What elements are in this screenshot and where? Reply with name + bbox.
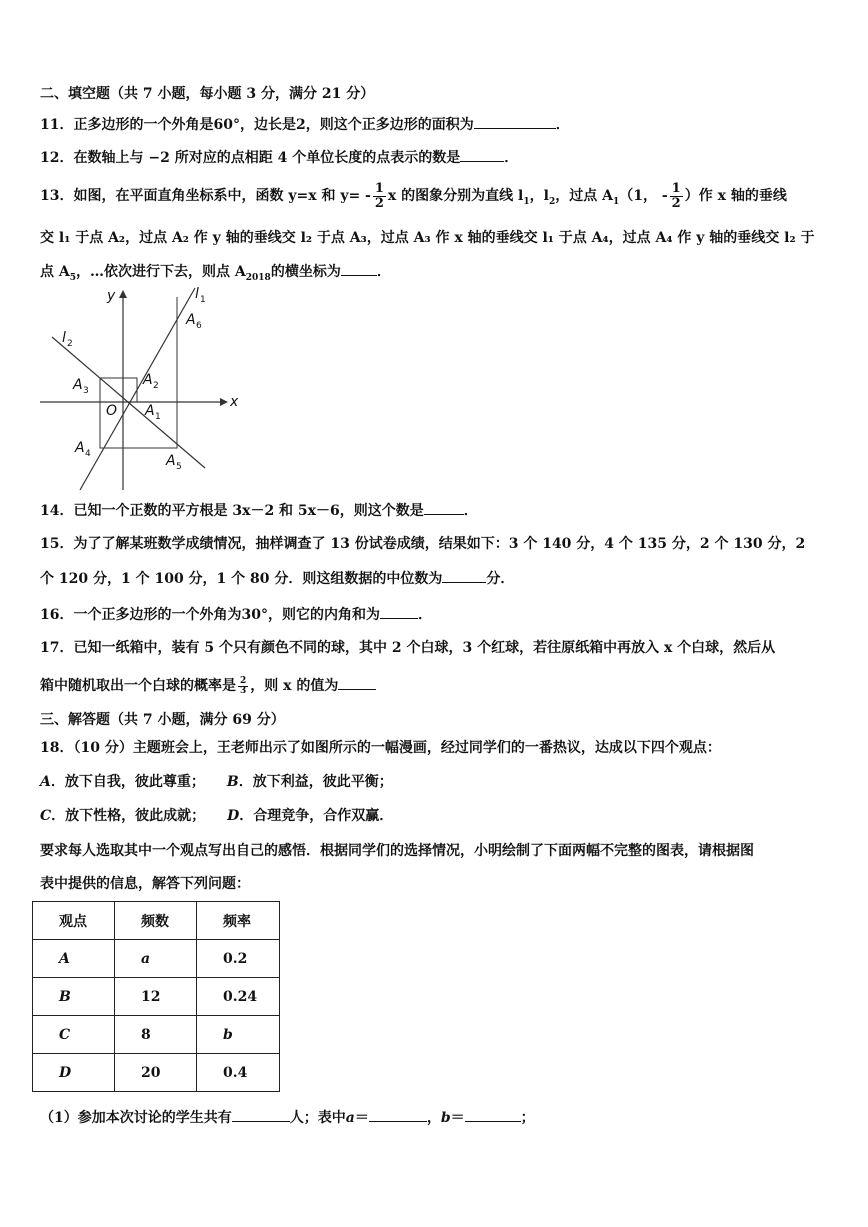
question-11-text: 11．正多边形的一个外角是60°，边长是2，则这个正多边形的面积为 [40, 117, 474, 133]
question-16 [40, 604, 838, 625]
subscript: 2018 [245, 272, 271, 283]
answer-blank-a[interactable] [369, 1107, 427, 1122]
answer-blank[interactable] [460, 147, 504, 162]
question-15-text: 个 120 分，1 个 100 分，1 个 80 分．则这组数据的中位数为 [40, 571, 443, 587]
sub-question-text: ＝ [450, 1110, 465, 1126]
table-row [33, 1054, 280, 1092]
question-13-text: x 的图象 [387, 188, 444, 204]
point-a2-sub: 2 [153, 381, 159, 391]
subscript: 1 [612, 196, 620, 207]
question-18-line-1: 18．（10 分）主题班会上，王老师出示了如图所示的一幅漫画，经过同学们的一番热议，达成以下四个观点： [40, 740, 721, 756]
frequency-table [32, 901, 280, 1092]
question-17-line-2 [40, 672, 838, 700]
variable-b: b [440, 1110, 451, 1126]
question-13-text: 13．如图，在平面直角坐标系中，函数 y=x 和 y= - [40, 188, 371, 204]
answer-blank[interactable] [424, 500, 464, 515]
question-13-text: 分别为直线 l [443, 188, 524, 204]
construction-path [100, 297, 177, 448]
table-cell-count: 12 [115, 978, 197, 1016]
question-18-line-4: 要求每人选取其中一个观点写出自己的感悟．根据同学们的选择情况，小明绘制了下面两幅不完整的图表，请根据图 [40, 843, 754, 859]
variable-a: a [345, 1110, 355, 1126]
x-axis-arrow [220, 398, 228, 406]
question-18-options-ab [40, 772, 838, 792]
denominator: 2 [671, 195, 681, 211]
numerator: 2 [240, 675, 247, 686]
sub-question-text: （1）参加本次讨论的学生共有 [40, 1110, 232, 1126]
table-row [33, 978, 280, 1016]
point-a2-label: A [143, 372, 153, 388]
answer-blank[interactable] [474, 114, 556, 129]
table-cell-count: 20 [115, 1054, 197, 1092]
question-13-line-1 [40, 180, 838, 218]
question-13-line-2: 交 l₁ 于点 A₂，过点 A₂ 作 y 轴的垂线交 l₂ 于点 A₃，过点 A₃ 作 x 轴的垂线交 l₁ 于点 A₄，过点 A₄ 作 y 轴的垂线交 l₂ 于 [40, 230, 815, 246]
question-12 [40, 147, 838, 168]
denominator: 3 [240, 685, 247, 696]
answer-blank[interactable] [442, 568, 486, 583]
question-13-text: ，过点 A [555, 188, 613, 204]
table-row [33, 940, 280, 978]
fraction-one-half [373, 182, 386, 211]
question-13-line-3 [40, 261, 838, 288]
section-title-solve: 三、解答题（共 7 小题，满分 69 分） [40, 712, 285, 728]
y-axis-label: y [107, 288, 116, 304]
x-axis-label: x [230, 394, 239, 410]
point-a1-label: A [145, 403, 155, 419]
option-a-key: A [40, 774, 51, 790]
line-l1-label: l [195, 286, 199, 302]
answer-blank[interactable] [341, 261, 377, 276]
question-13-text: ，l [529, 188, 549, 204]
table-header-cell: 频数 [115, 902, 197, 940]
table-cell-rate: b [197, 1016, 280, 1054]
point-a4-sub: 4 [85, 449, 91, 459]
point-a3-label: A [73, 377, 83, 393]
subscript: 2 [548, 196, 556, 207]
option-c-key: C [40, 808, 52, 824]
question-14 [40, 500, 838, 521]
point-a4-label: A [75, 440, 85, 456]
question-17-text: ，则 x 的值为 [250, 678, 339, 694]
table-header-row [33, 902, 280, 940]
option-b-key: B [226, 774, 239, 790]
punctuation: ． [417, 607, 432, 623]
table-header-cell: 频率 [197, 902, 280, 940]
option-a-text: ．放下自我，彼此尊重； [50, 774, 205, 790]
subscript: 5 [69, 272, 77, 283]
punctuation: ． [504, 150, 519, 166]
section-title-fill-in: 二、填空题（共 7 小题，每小题 3 分，满分 21 分） [40, 86, 375, 102]
table-cell-viewpoint: C [33, 1016, 115, 1054]
answer-blank[interactable] [380, 604, 418, 619]
question-11 [40, 114, 838, 135]
option-d-key: D [227, 808, 240, 824]
question-14-text: 14．已知一个正数的平方根是 3x－2 和 5x－6，则这个数是 [40, 503, 424, 519]
answer-blank[interactable] [338, 675, 376, 690]
question-15-line-1: 15．为了了解某班数学成绩情况，抽样调查了 13 份试卷成绩，结果如下：3 个 140 分，4 个 135 分，2 个 130 分，2 [40, 536, 806, 552]
point-a3-sub: 3 [83, 386, 89, 396]
sub-question-text: ； [520, 1110, 535, 1126]
option-b-text: ．放下利益，彼此平衡； [238, 774, 393, 790]
punctuation: ． [376, 264, 391, 280]
question-13-text: ，…依次进行下去，则点 A [76, 264, 246, 280]
question-13-text: 的横坐标为 [270, 264, 341, 280]
question-13-text: （1， - [619, 188, 668, 204]
table-header-cell: 观点 [33, 902, 115, 940]
question-15-line-2 [40, 568, 838, 589]
numerator: 1 [671, 180, 681, 196]
table-cell-rate: 0.24 [197, 978, 280, 1016]
option-c-text: ．放下性格，彼此成就； [51, 808, 206, 824]
line-l2-label: l [62, 330, 66, 346]
question-16-text: 16．一个正多边形的一个外角为30°，则它的内角和为 [40, 607, 380, 623]
origin-label: O [106, 403, 118, 419]
sub-question-text: 人；表中 [289, 1110, 346, 1126]
sub-question-text: ＝ [354, 1110, 369, 1126]
punctuation: ． [463, 503, 478, 519]
punctuation: ． [555, 117, 570, 133]
table-cell-count: 8 [115, 1016, 197, 1054]
table-cell-count: a [115, 940, 197, 978]
point-a6-label: A [186, 312, 196, 328]
question-17-line-1: 17．已知一纸箱中，装有 5 个只有颜色不同的球，其中 2 个白球，3 个红球，若往原纸箱中再放入 x 个白球，然后从 [40, 640, 776, 656]
denominator: 2 [374, 195, 384, 211]
y-axis-arrow [119, 290, 127, 298]
table-cell-viewpoint: A [33, 940, 115, 978]
question-12-text: 12．在数轴上与 −2 所对应的点相距 4 个单位长度的点表示的数是 [40, 150, 461, 166]
question-18-line-5: 表中提供的信息，解答下列问题： [40, 876, 250, 892]
table-cell-viewpoint: D [33, 1054, 115, 1092]
point-a5-label: A [166, 453, 176, 469]
fraction-one-half [670, 182, 683, 211]
point-a6-sub: 6 [196, 321, 202, 331]
question-15-unit: 分． [486, 571, 515, 587]
coordinate-figure [40, 285, 239, 490]
question-17-text: 箱中随机取出一个白球的概率是 [40, 678, 236, 694]
point-a1-sub: 1 [155, 412, 161, 422]
question-13-text: ）作 x 轴的垂线 [684, 188, 787, 204]
subscript: 1 [523, 196, 530, 207]
sub-question-text: ， [426, 1110, 441, 1126]
point-a5-sub: 5 [176, 462, 182, 472]
table-cell-rate: 0.4 [197, 1054, 280, 1092]
fraction-two-thirds [238, 677, 248, 696]
answer-blank-b[interactable] [465, 1107, 521, 1122]
line-l2-sub: 2 [67, 339, 73, 349]
question-13-text: 点 A [40, 264, 70, 280]
numerator: 1 [374, 180, 384, 196]
question-18-sub-1 [40, 1107, 838, 1128]
table-cell-viewpoint: B [33, 978, 115, 1016]
option-d-text: ．合理竞争，合作双赢． [239, 808, 394, 824]
answer-blank-students[interactable] [232, 1107, 290, 1122]
table-cell-rate: 0.2 [197, 940, 280, 978]
table-row [33, 1016, 280, 1054]
line-l1-sub: 1 [200, 295, 206, 305]
question-18-options-cd [40, 806, 838, 826]
